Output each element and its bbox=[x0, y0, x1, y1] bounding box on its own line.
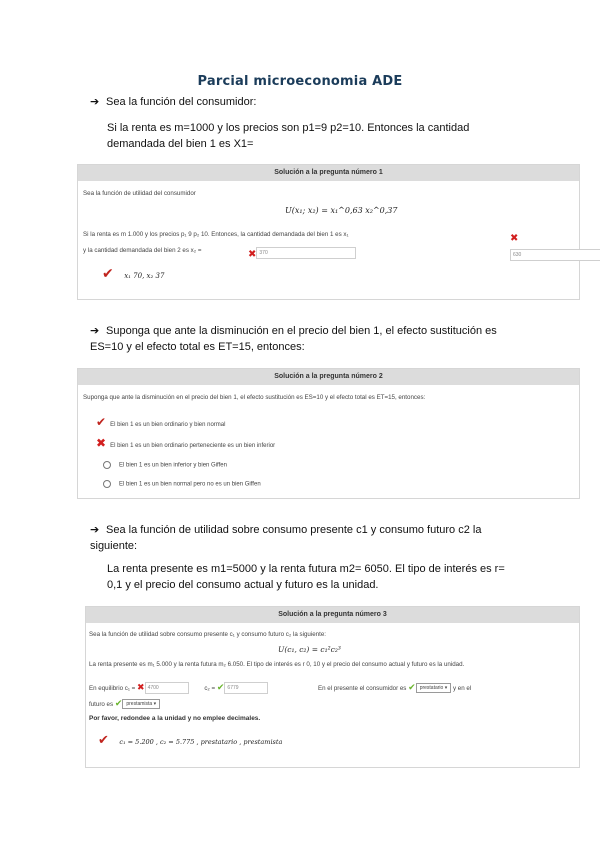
radio-button[interactable] bbox=[103, 480, 111, 488]
utility-formula: U(c₁, c₂) = c₁²c₂³ bbox=[278, 645, 341, 654]
q1-text: Si la renta es m=1000 y los precios son p1=9 p2=10. Entonces la cantidad demandada del bien 1 es X1= bbox=[107, 122, 470, 150]
panel-line: Sea la función de utilidad del consumidor bbox=[83, 190, 196, 197]
utility-formula: U(x₁; x₂) = x₁^0,63 x₂^0,37 bbox=[285, 206, 398, 215]
panel-line: Si la renta es m 1.000 y los precios p₁ 9 p₂ 10. Entonces, la cantidad demandada del bien 1 es x₁ bbox=[83, 231, 349, 238]
panel-header: Solución a la pregunta número 1 bbox=[78, 165, 579, 181]
option-1: ✔ El bien 1 es un bien ordinario y bien normal bbox=[96, 415, 226, 429]
check-icon: ✔ bbox=[114, 698, 123, 708]
equilibrium-row: En equilibrio c₁ = ✖ 4700 c₂ = ✔ 6779 bbox=[89, 682, 268, 694]
panel-line: Suponga que ante la disminución en el precio del bien 1, el efecto sustitución es ES=10 y el efecto total es ET=15, entonces: bbox=[83, 394, 426, 401]
option-2: ✖ El bien 1 es un bien ordinario perteneciente es un bien inferior bbox=[96, 436, 276, 450]
answer-input-c1[interactable]: 4700 bbox=[145, 682, 189, 694]
solution-panel-3 bbox=[85, 606, 580, 768]
check-icon: ✔ bbox=[96, 415, 107, 429]
future-select[interactable]: prestamista ▾ bbox=[122, 699, 160, 709]
solution-panel-2 bbox=[77, 368, 580, 499]
radio-button[interactable] bbox=[103, 461, 111, 469]
q1-bullet bbox=[90, 94, 256, 110]
check-icon: ✔ bbox=[216, 682, 225, 692]
cross-icon: ✖ bbox=[96, 436, 107, 450]
note: Por favor, redondee a la unidad y no emplee decimales. bbox=[89, 715, 261, 722]
q1-bullet-text: Sea la función del consumidor: bbox=[106, 96, 257, 108]
arrow-icon: ➔ bbox=[90, 325, 100, 337]
arrow-icon: ➔ bbox=[90, 96, 100, 108]
q2-bullet bbox=[90, 323, 520, 355]
option-3: El bien 1 es un bien inferior y bien Giffen bbox=[103, 461, 227, 470]
present-select[interactable]: prestatario ▾ bbox=[416, 683, 452, 693]
panel-line: Sea la función de utilidad sobre consumo presente c₁ y consumo futuro c₂ la siguiente: bbox=[89, 631, 327, 638]
solution-panel-1 bbox=[77, 164, 580, 300]
q2-bullet-text: Suponga que ante la disminución en el precio del bien 1, el efecto sustitución es ES=10 y el efecto total es ET=15, entonces: bbox=[90, 325, 497, 353]
panel-line: y la cantidad demandada del bien 2 es x₂ = bbox=[83, 247, 202, 254]
q3-text: La renta presente es m1=5000 y la renta futura m2= 6050. El tipo de interés es r= 0,1 y el precio del consumo actual y futuro es la unidad. bbox=[107, 563, 505, 591]
q3-bullet-text: Sea la función de utilidad sobre consumo presente c1 y consumo futuro c2 la siguiente: bbox=[90, 524, 482, 552]
panel-header: Solución a la pregunta número 3 bbox=[86, 607, 579, 623]
future-row: futuro es ✔ prestamista ▾ bbox=[89, 698, 160, 709]
cross-icon: ✖ bbox=[510, 233, 519, 244]
q3-bullet bbox=[90, 522, 510, 554]
correct-answer: x₁ 70, x₂ 37 bbox=[124, 272, 165, 280]
correct-answer: c₁ = 5.200 , c₂ = 5.775 , prestatario , prestamista bbox=[119, 738, 283, 746]
cross-icon: ✖ bbox=[137, 682, 145, 692]
panel-line: La renta presente es m₁ 5.000 y la renta futura m₂ 6.050. El tipo de interés es r 0, 10 y el precio del consumo actual y futuro es la unidad. bbox=[89, 661, 465, 668]
check-icon: ✔ bbox=[102, 265, 114, 281]
check-icon: ✔ bbox=[408, 682, 416, 692]
answer-input-x1[interactable]: 630 bbox=[510, 249, 600, 261]
answer-input-c2[interactable]: 6779 bbox=[224, 682, 268, 694]
arrow-icon: ➔ bbox=[90, 524, 100, 536]
check-icon: ✔ bbox=[98, 732, 109, 747]
present-row: En el presente el consumidor es ✔ prestatario ▾ y en el bbox=[318, 682, 472, 692]
page-title: Parcial microeconomia ADE bbox=[197, 74, 403, 89]
answer-input-x2[interactable]: 370 bbox=[256, 247, 356, 259]
cross-icon: ✖ bbox=[248, 249, 257, 260]
option-4: El bien 1 es un bien normal pero no es un bien Giffen bbox=[103, 480, 261, 489]
panel-header: Solución a la pregunta número 2 bbox=[78, 369, 579, 385]
